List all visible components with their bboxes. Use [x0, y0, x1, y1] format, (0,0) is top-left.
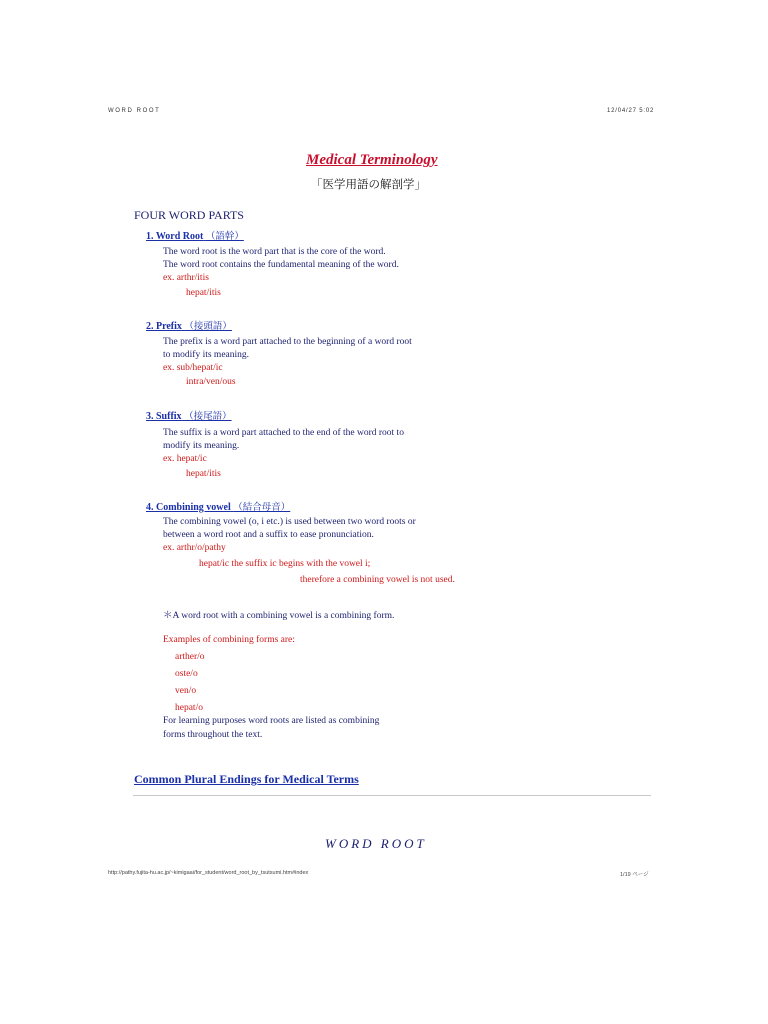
divider: [133, 795, 651, 796]
section-example: therefore a combining vowel is not used.: [300, 575, 455, 585]
closing-line: For learning purposes word roots are listed as combining: [163, 716, 380, 726]
footer-page-number: 1/19 ページ: [620, 872, 649, 878]
footer-url: http://pathy.fujita-hu.ac.jp/~kimigaai/for_student/word_root_by_tsutsumi.htm#index: [108, 870, 309, 876]
section-title-jp: （接尾語）: [184, 411, 232, 422]
four-word-parts-heading: FOUR WORD PARTS: [134, 208, 244, 222]
section-example: ex. sub/hepat/ic: [163, 363, 223, 373]
section-title-jp: （語幹）: [205, 231, 244, 242]
example-item: arther/o: [175, 652, 205, 662]
section-example: hepat/itis: [186, 288, 221, 298]
section-example: ex. hepat/ic: [163, 454, 207, 464]
section-example: ex. arthr/itis: [163, 273, 209, 283]
section-line: The suffix is a word part attached to the end of the word root to: [163, 428, 404, 438]
section-line: to modify its meaning.: [163, 350, 250, 360]
example-item: ven/o: [175, 686, 197, 696]
page-subtitle: 「医学用語の解剖学」: [311, 177, 426, 191]
header-title: WORD ROOT: [108, 108, 161, 114]
section-title-text: 1. Word Root: [146, 231, 204, 242]
section-example: hepat/ic the suffix ic begins with the vowel i;: [199, 559, 371, 569]
section-suffix-title[interactable]: [146, 408, 232, 422]
closing-line: forms throughout the text.: [163, 730, 263, 740]
section-line: The combining vowel (o, i etc.) is used between two word roots or: [163, 517, 416, 527]
section-line: The word root is the word part that is the core of the word.: [163, 247, 386, 257]
section-example: ex. arthr/o/pathy: [163, 543, 226, 553]
section-title-jp: （接頭語）: [184, 321, 232, 332]
section-line: The prefix is a word part attached to the beginning of a word root: [163, 337, 412, 347]
section-prefix-title[interactable]: [146, 318, 232, 332]
combining-form-note: ＊A word root with a combining vowel is a combining form.: [163, 611, 395, 621]
section-title-text: 2. Prefix: [146, 321, 182, 332]
section-example: intra/ven/ous: [186, 377, 236, 387]
section-combining-vowel-title[interactable]: [146, 499, 290, 513]
examples-heading: Examples of combining forms are:: [163, 635, 295, 645]
section-line: modify its meaning.: [163, 441, 240, 451]
page-title[interactable]: Medical Terminology: [306, 152, 438, 168]
section-title-text: 4. Combining vowel: [146, 502, 231, 513]
section-line: The word root contains the fundamental meaning of the word.: [163, 260, 399, 270]
example-item: hepat/o: [175, 703, 203, 713]
section-title-text: 3. Suffix: [146, 411, 182, 422]
example-item: oste/o: [175, 669, 198, 679]
section-line: between a word root and a suffix to ease pronunciation.: [163, 530, 374, 540]
section-title-jp: （結合母音）: [233, 502, 291, 513]
plural-endings-link[interactable]: Common Plural Endings for Medical Terms: [134, 772, 359, 786]
footer-word-root-title: WORD ROOT: [325, 836, 427, 851]
section-word-root-title[interactable]: [146, 228, 244, 242]
section-example: hepat/itis: [186, 469, 221, 479]
header-timestamp: 12/04/27 5:02: [607, 108, 655, 114]
